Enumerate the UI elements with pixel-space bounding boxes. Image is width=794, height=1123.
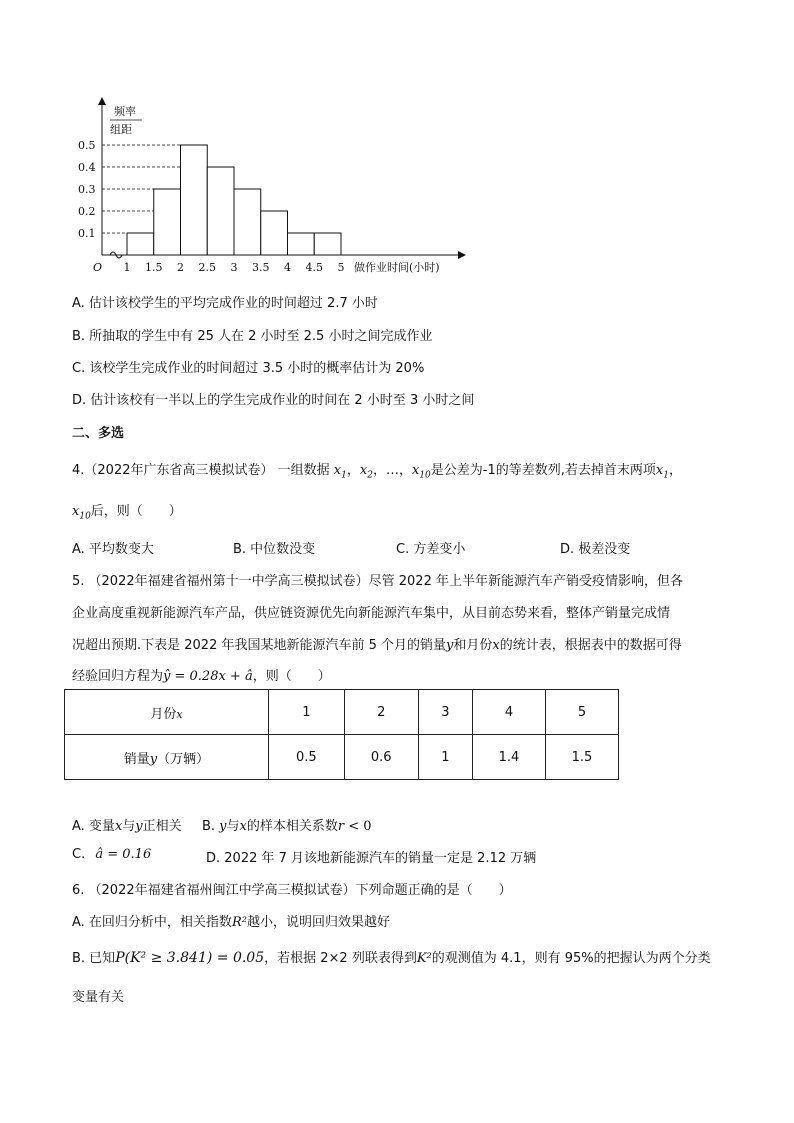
x-tick-label: 4.5 [305,261,323,274]
q5-opt-b1: B. [201,819,216,834]
table-row-month [65,690,619,735]
q6-a2: 越小，说明回归效果越好 [246,915,390,930]
q5-opt-b2: 与 [226,819,240,834]
x-tick-label: 2.5 [198,261,216,274]
q4-comma: ， [346,463,360,478]
y-label-bottom: 组距 [110,123,132,136]
x-axis-label: 做作业时间(小时) [354,261,440,274]
q5-line4-a: 经验回归方程为 [72,669,164,684]
q4-comma: ， [398,463,412,478]
q6-option-b-cont: 变量有关 [72,990,125,1005]
q3-option-d: D. 估计该校有一半以上的学生完成作业的时间在 2 小时至 3 小时之间 [72,393,475,408]
x-tick-labels [124,261,345,274]
q5-options-cd [72,847,151,862]
y-tick-label: 0.5 [78,139,96,152]
table-cell: 0.6 [344,735,418,780]
q4-line2-tail: 后，则（ ） [90,504,182,519]
histogram-bar [207,167,234,255]
q5-var-x: x [114,819,123,834]
q5-line3-a: 况超出预期.下表是 2022 年我国某地新能源汽车前 5 个月的销量 [72,638,447,653]
x-tick-label: 1 [123,261,131,274]
histogram-bar [314,233,341,255]
q6-option-b [72,947,711,966]
q5-regression-equation: ŷ = 0.28x + â [163,669,253,684]
q4-ellipsis: … [385,463,399,478]
q4-option-c: C. 方差变小 [396,542,466,557]
table-cell: 1.5 [545,735,618,780]
q6-option-a [72,911,390,930]
q5-stem-line3 [72,634,682,653]
q5-stem-line4 [72,665,331,684]
q3-option-b: B. 所抽取的学生中有 25 人在 2 小时至 2.5 小时之间完成作业 [72,329,433,344]
q5-var-x: x [239,819,247,834]
q6-b1: B. 已知 [72,951,116,966]
q6-stem: 6. （2022年福建省福州闽江中学高三模拟试卷）下列命题正确的是（ ） [72,883,512,898]
q5-line3-c: 的统计表，根据表中的数据可得 [499,638,682,653]
table-cell: 5 [545,690,618,735]
q5-var-y: y [135,819,143,834]
x-tick-label: 3 [230,261,238,274]
q5-options-ab [72,815,372,834]
q5-var-y: y [446,638,454,653]
q4-option-a: A. 平均数变大 [72,542,154,557]
q6-probability: P(K² ≥ 3.841) = 0.05 [115,950,265,966]
frequency-histogram [70,95,470,285]
table-cell: 0.5 [268,735,344,780]
q5-option-d: D. 2022 年 7 月该地新能源汽车的销量一定是 2.12 万辆 [206,851,537,866]
q5-var-x: x [492,638,500,653]
q3-option-c: C. 该校学生完成作业的时间超过 3.5 小时的概率估计为 20% [72,361,425,376]
table-cell: 1 [268,690,344,735]
y-tick-label: 0.4 [78,161,96,174]
q5-opt-a2: 与 [122,819,136,834]
histogram-bar [234,189,261,255]
origin-label: O [93,261,103,274]
y-tick-label: 0.1 [78,227,96,240]
q5-data-table [64,689,619,780]
q5-opt-c-eq: â = 0.16 [95,847,152,862]
q5-lt0: < 0 [344,819,372,834]
table-row-sales [65,735,619,780]
q4-middle: 是公差为-1的等差数列,若去掉首末两项 [430,463,656,478]
q4-option-b: B. 中位数没变 [233,542,316,557]
q5-opt-c-label: C. [72,847,86,862]
histogram-bars [127,145,341,255]
histogram-bar [181,145,208,255]
table-cell: 1 [418,735,472,780]
histogram-bar [127,233,154,255]
histogram-bar [154,189,181,255]
q4-prefix: 4.（2022年广东省高三模拟试卷） 一组数据 [72,463,330,478]
table-cell: 4 [472,690,545,735]
q5-var-r: r [337,819,345,834]
q4-option-d: D. 极差没变 [560,542,631,557]
x-tick-label: 5 [337,261,345,274]
q6-K-squared: K² [416,951,432,966]
y-tick-labels [78,139,96,240]
q6-b2: ，若根据 2×2 列联表得到 [264,951,417,966]
table-header-sales: 销量y（万辆） [65,735,269,780]
q4-comma: ， [668,463,682,478]
y-tick-label: 0.2 [78,205,96,218]
x-tick-label: 1.5 [145,261,163,274]
table-cell: 1.4 [472,735,545,780]
q5-line3-b: 和月份 [453,638,493,653]
x-tick-label: 2 [177,261,184,274]
q4-x10: $x_{10}$ [411,463,431,481]
q6-a1: A. 在回归分析中，相关指数 [72,915,232,930]
q4-x1: $x_1$ [333,463,347,481]
q4-x2: $x_2$ [359,463,373,481]
section-title: 二、多选 [72,426,125,441]
q5-stem-line1: 5. （2022年福建省福州第十一中学高三模拟试卷）尽管 2022 年上半年新能源汽车产销受疫情影响，但各 [72,574,683,589]
x-tick-label: 3.5 [252,261,270,274]
y-tick-label: 0.3 [78,183,96,196]
x-tick-label: 4 [284,261,291,274]
histogram-bar [288,233,315,255]
q4-stem-line2 [72,500,182,522]
q5-var-y: y [219,819,227,834]
q5-opt-a3: 正相关 [142,819,182,834]
q5-line4-b: ，则（ ） [252,669,331,684]
table-cell: 3 [418,690,472,735]
table-cell: 2 [344,690,418,735]
q5-opt-a1: A. 变量 [72,819,115,834]
q5-opt-b3: 的样本相关系数 [246,819,338,834]
q4-comma: ， [372,463,386,478]
y-label-top: 频率 [114,105,136,118]
histogram-bar [261,211,288,255]
q4-stem-line1 [72,459,682,481]
q4-x10-line2: $x_{10}$ [72,504,91,522]
table-header-month: 月份x [65,690,269,735]
q6-R-squared: R² [231,915,247,930]
q5-stem-line2: 企业高度重视新能源汽车产品，供应链资源优先向新能源汽车集中，从目前态势来看，整体产销量完成情 [72,606,671,621]
q4-x1-again: $x_1$ [655,463,669,481]
q3-option-a: A. 估计该校学生的平均完成作业的时间超过 2.7 小时 [72,296,378,311]
q6-b3: 的观测值为 4.1，则有 95%的把握认为两个分类 [431,951,711,966]
